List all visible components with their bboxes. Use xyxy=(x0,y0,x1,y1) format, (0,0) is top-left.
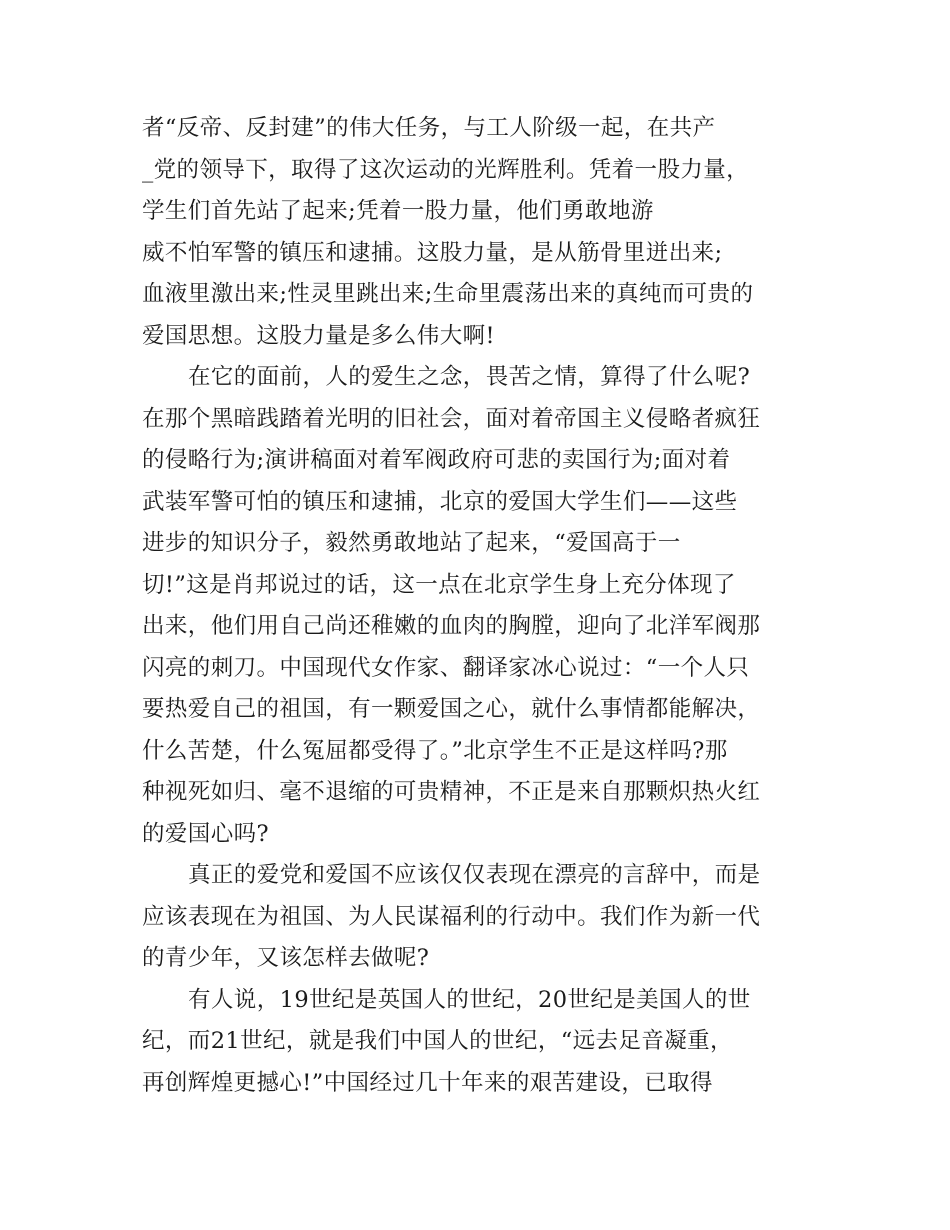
text-line: 者“反帝、反封建”的伟大任务，与工人阶级一起，在共产 xyxy=(142,115,716,141)
text-line: 应该表现在为祖国、为人民谋福利的行动中。我们作为新一代 xyxy=(142,903,761,930)
text-line: 的爱国心吗? xyxy=(142,820,269,847)
text-line: 进步的知识分子，毅然勇敢地站了起来，“爱国高于一 xyxy=(142,530,681,556)
text-line: 威不怕军警的镇压和逮捕。这股力量，是从筋骨里迸出来; xyxy=(142,239,723,266)
text-line: 切!”这是肖邦说过的话，这一点在北京学生身上充分体现了 xyxy=(142,571,736,598)
text-line: 在那个黑暗践踏着光明的旧社会，面对着帝国主义侵略者疯狂 xyxy=(142,405,761,432)
text-line: 再创辉煌更撼心!”中国经过几十年来的艰苦建设，已取得 xyxy=(142,1069,713,1096)
text-line: 学生们首先站了起来;凭着一股力量，他们勇敢地游 xyxy=(142,198,654,224)
text-line: 血液里激出来;性灵里跳出来;生命里震荡出来的真纯而可贵的 xyxy=(142,281,754,307)
text-line: 种视死如归、毫不退缩的可贵精神，不正是来自那颗炽热火红 xyxy=(142,779,761,805)
paragraph-first-line: 有人说，19世纪是英国人的世纪，20世纪是美国人的世 xyxy=(188,986,751,1013)
body-text xyxy=(142,108,822,1104)
text-line: 武装军警可怕的镇压和逮捕，北京的爱国大学生们——这些 xyxy=(142,488,738,515)
text-line: 的青少年，又该怎样去做呢? xyxy=(142,945,430,971)
text-line: 出来，他们用自己尚还稚嫩的血肉的胸膛，迎向了北洋军阀那 xyxy=(142,613,761,639)
text-line: _党的领导下，取得了这次运动的光辉胜利。凭着一股力量， xyxy=(142,156,750,183)
paragraph-first-line: 在它的面前，人的爱生之念，畏苦之情，算得了什么呢? xyxy=(188,364,751,390)
text-line: 什么苦楚，什么冤屈都受得了。”北京学生不正是这样吗?那 xyxy=(142,737,728,764)
text-line: 要热爱自己的祖国，有一颗爱国之心，就什么事情都能解决， xyxy=(142,696,761,722)
text-line: 的侵略行为;演讲稿面对着军阀政府可悲的卖国行为;面对着 xyxy=(142,447,731,473)
paragraph-first-line: 真正的爱党和爱国不应该仅仅表现在漂亮的言辞中，而是 xyxy=(188,862,761,888)
text-line: 爱国思想。这股力量是多么伟大啊! xyxy=(142,322,495,349)
text-line: 纪，而21世纪，就是我们中国人的世纪，“远去足音凝重， xyxy=(142,1028,733,1054)
text-line: 闪亮的刺刀。中国现代女作家、翻译家冰心说过：“一个人只 xyxy=(142,654,750,681)
